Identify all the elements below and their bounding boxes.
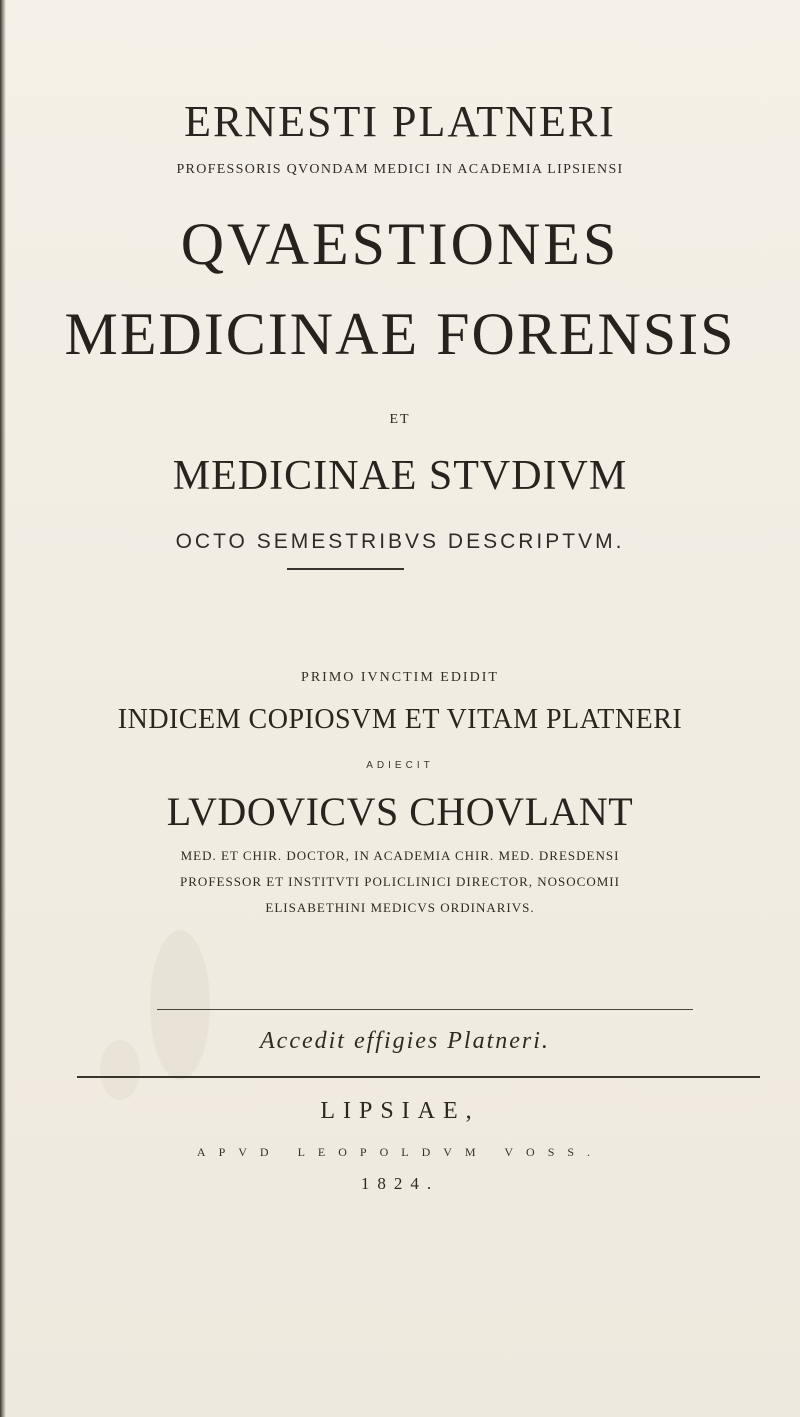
adiecit-note: ADIECIT — [366, 760, 434, 771]
subtitle: MEDICINAE STVDIVM — [172, 453, 628, 499]
divider-short — [287, 568, 404, 570]
divider-mid — [157, 1009, 693, 1010]
foxing-stain — [150, 930, 210, 1080]
author-role: PROFESSORIS QVONDAM MEDICI IN ACADEMIA LIPSIENSI — [176, 162, 624, 177]
imprint-year: 1824. — [360, 1174, 440, 1193]
author-name: ERNESTI PLATNERI — [184, 97, 616, 146]
imprint-place: LIPSIAE, — [320, 1098, 480, 1124]
conjunction-et: ET — [389, 412, 411, 427]
editor-credentials-line-1: MED. ET CHIR. DOCTOR, IN ACADEMIA CHIR. MED. DRESDENSI — [180, 848, 620, 863]
editor-credentials-line-2: PROFESSOR ET INSTITVTI POLICLINICI DIRECTOR, NOSOCOMII — [180, 874, 620, 889]
book-title-line-1: QVAESTIONES — [180, 211, 620, 277]
index-note: INDICEM COPIOSVM ET VITAM PLATNERI — [117, 704, 683, 735]
divider-thick — [77, 1076, 760, 1078]
editor-name: LVDOVICVS CHOVLANT — [166, 789, 634, 834]
editor-credentials-line-3: ELISABETHINI MEDICVS ORDINARIVS. — [265, 900, 535, 915]
edition-note: PRIMO IVNCTIM EDIDIT — [301, 670, 499, 685]
book-title-line-2: MEDICINAE FORENSIS — [64, 301, 736, 367]
imprint-publisher: APVD LEOPOLDVM VOSS. — [196, 1145, 604, 1159]
foxing-stain — [100, 1040, 140, 1100]
effigies-note: Accedit effigies Platneri. — [260, 1028, 550, 1054]
subtitle-line-2: OCTO SEMESTRIBVS DESCRIPTVM. — [175, 530, 625, 553]
